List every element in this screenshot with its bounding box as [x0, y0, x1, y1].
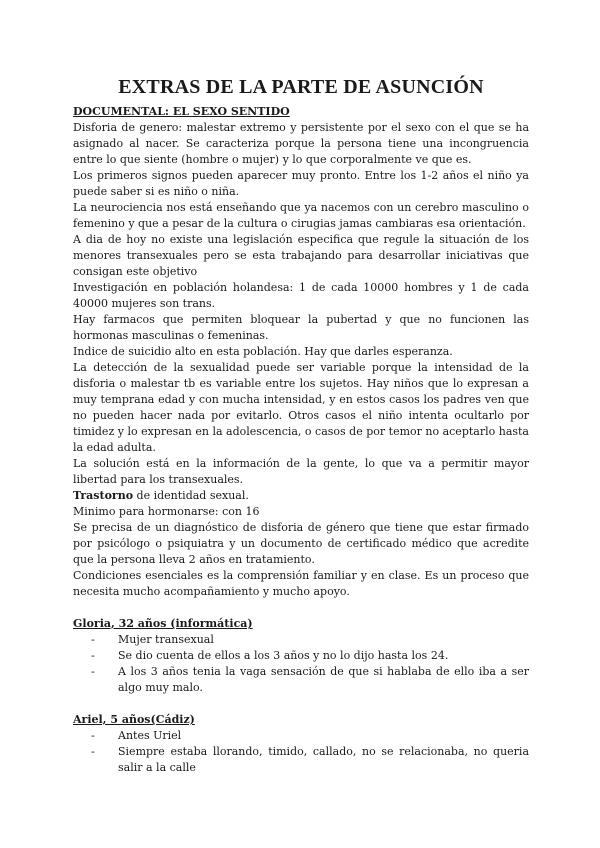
- spacer: [73, 696, 529, 712]
- ariel-list: [73, 728, 529, 776]
- paragraph: Disforia de genero: malestar extremo y persistente por el sexo con el que se ha asignado al nacer. Se caracteriza porque la persona tiene una incongruencia entre lo que siente (hombre o mujer) y lo que corporalmente ve que es.: [73, 121, 529, 166]
- paragraph: Se precisa de un diagnóstico de disforia de género que tiene que estar firmado por psicólogo o psiquiatra y un documento de certificado médico que acredite que la persona lleva 2 años en tratamiento.: [73, 521, 529, 566]
- list-item: [73, 744, 529, 776]
- paragraph: Investigación en población holandesa: 1 de cada 10000 hombres y 1 de cada 40000 mujeres son trans.: [73, 281, 529, 310]
- paragraph: Minimo para hormonarse: con 16: [73, 505, 260, 518]
- paragraph: La detección de la sexualidad puede ser variable porque la intensidad de la disforia o malestar tb es variable entre los sujetos. Hay niños que lo expresan a muy temprana edad y con mucha intensidad, y en estos casos los padres ven que no pueden hacer nada por evitarlo. Otros casos el niño intenta ocultarlo por timidez y lo expresan en la adolescencia, o casos de por temor no aceptarlo hasta la edad adulta.: [73, 361, 529, 454]
- gloria-heading: Gloria, 32 años (informática): [73, 617, 253, 630]
- dash-bullet: -: [91, 729, 95, 742]
- list-item: [73, 664, 529, 696]
- paragraph: Los primeros signos pueden aparecer muy pronto. Entre los 1-2 años el niño ya puede saber si es niño o niña.: [73, 169, 529, 198]
- ariel-heading: Ariel, 5 años(Cádiz): [73, 713, 195, 726]
- trastorno-line: [73, 488, 529, 504]
- list-item: [73, 648, 529, 664]
- paragraph: A dia de hoy no existe una legislación especifica que regule la situación de los menores transexuales pero se esta trabajando para desarrollar iniciativas que consigan este objetivo: [73, 233, 529, 278]
- paragraph: Condiciones esenciales es la comprensión familiar y en clase. Es un proceso que necesita mucho acompañamiento y mucho apoyo.: [73, 569, 529, 598]
- document-title: EXTRAS DE LA PARTE DE ASUNCIÓN: [118, 76, 484, 98]
- paragraph: Hay farmacos que permiten bloquear la pubertad y que no funcionen las hormonas masculinas o femeninas.: [73, 313, 529, 342]
- spacer: [73, 600, 529, 616]
- dash-bullet: -: [91, 745, 95, 758]
- trastorno-definition: de identidad sexual.: [133, 489, 249, 502]
- trastorno-term: Trastorno: [73, 489, 134, 502]
- list-item-text: Siempre estaba llorando, timido, callado, no se relacionaba, no queria salir a la calle: [118, 745, 529, 774]
- documental-heading: DOCUMENTAL: EL SEXO SENTIDO: [73, 105, 290, 118]
- paragraph: Indice de suicidio alto en esta población. Hay que darles esperanza.: [73, 345, 453, 358]
- gloria-list: [73, 632, 529, 696]
- list-item-text: Se dio cuenta de ellos a los 3 años y no lo dijo hasta los 24.: [118, 649, 449, 662]
- list-item-text: Mujer transexual: [118, 633, 214, 646]
- list-item-text: A los 3 años tenia la vaga sensación de que si hablaba de ello iba a ser algo muy malo.: [118, 665, 529, 694]
- dash-bullet: -: [91, 633, 95, 646]
- list-item: [73, 632, 529, 648]
- list-item: [73, 728, 529, 744]
- dash-bullet: -: [91, 649, 95, 662]
- paragraph: La neurociencia nos está enseñando que ya nacemos con un cerebro masculino o femenino y que a pesar de la cultura o cirugias jamas cambiaras esa orientación.: [73, 201, 529, 230]
- paragraph: La solución está en la información de la gente, lo que va a permitir mayor libertad para los transexuales.: [73, 457, 529, 486]
- document-page: [73, 76, 529, 776]
- dash-bullet: -: [91, 665, 95, 678]
- list-item-text: Antes Uriel: [118, 729, 182, 742]
